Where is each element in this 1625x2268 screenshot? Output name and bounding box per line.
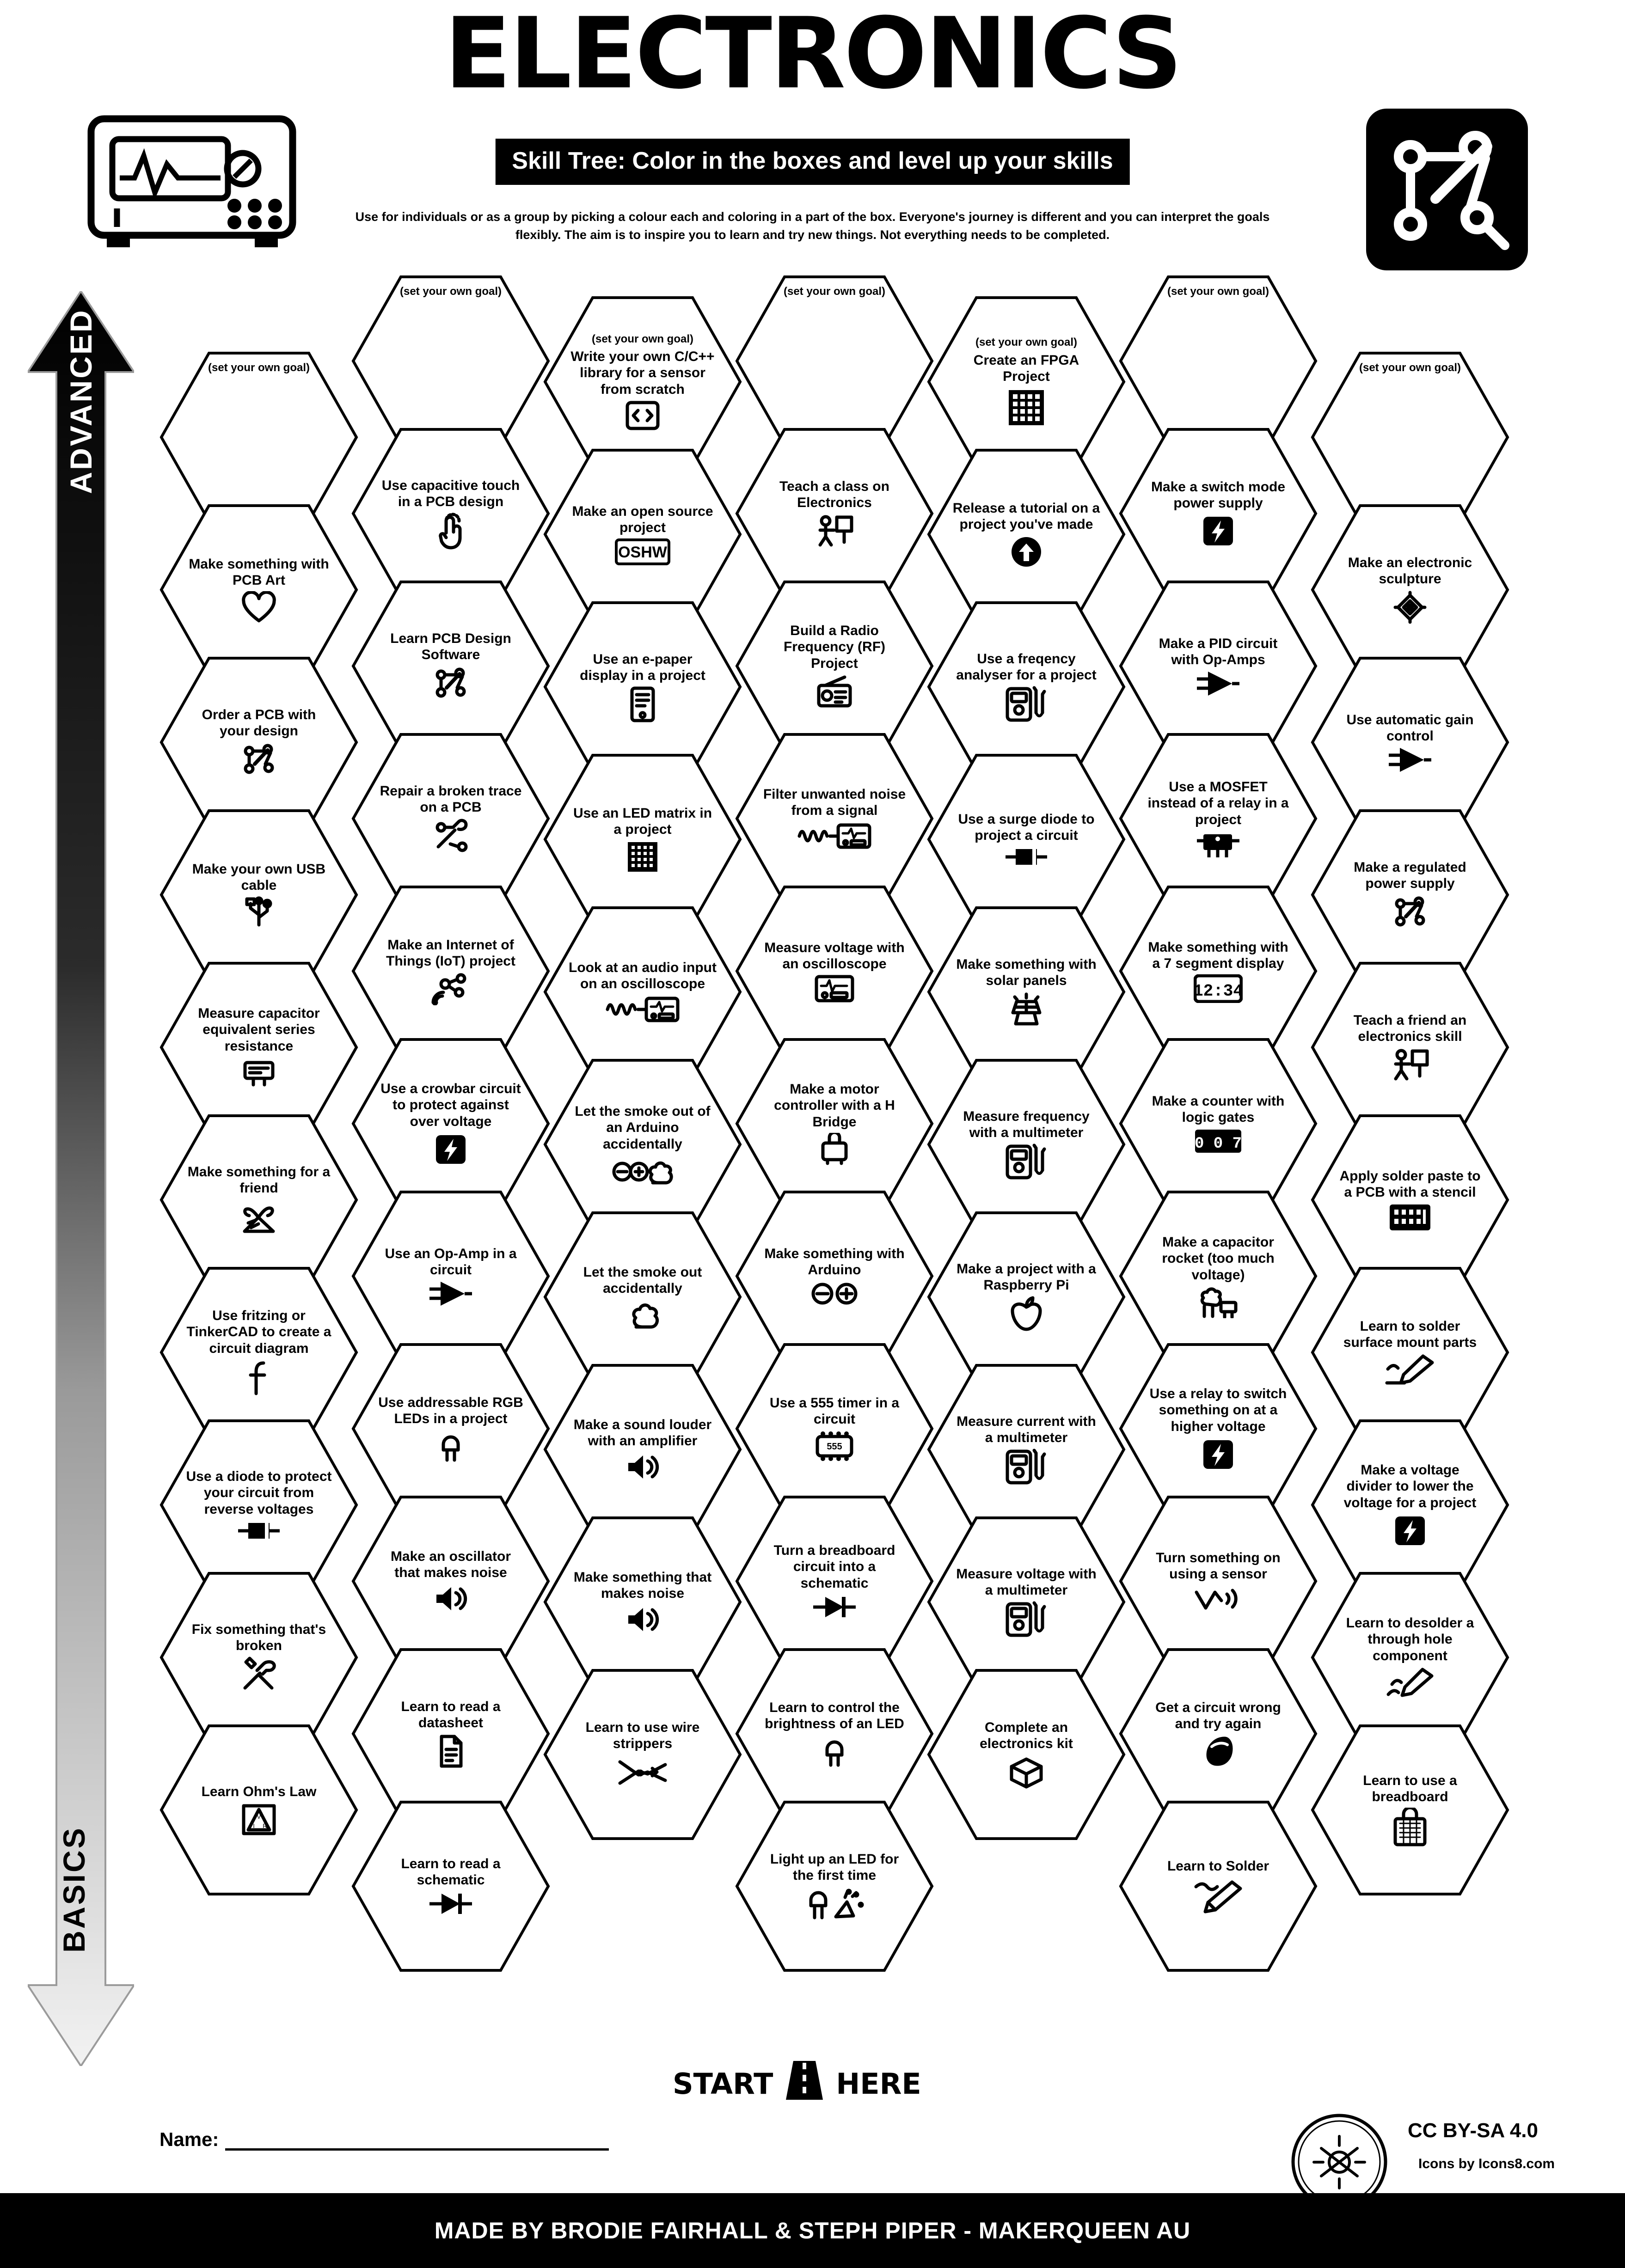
svg-text:I: I	[253, 1822, 255, 1829]
led-matrix-icon	[626, 840, 659, 874]
skill-label: Use a relay to switch something on at a higher voltage	[1149, 1386, 1287, 1434]
skill-label: Learn to read a schematic	[401, 1856, 501, 1888]
name-input[interactable]	[225, 2144, 609, 2151]
skill-label: Create an FPGA Project	[973, 352, 1079, 385]
skill-hex[interactable]	[1311, 961, 1509, 1133]
axis-label-advanced: ADVANCED	[64, 308, 98, 494]
skill-hex[interactable]	[543, 1363, 742, 1535]
skill-hex[interactable]	[351, 1038, 550, 1210]
skill-label: Make an open source project	[572, 503, 713, 535]
solar-icon	[1008, 991, 1044, 1027]
skill-hex[interactable]	[927, 1058, 1126, 1230]
skill-hex[interactable]	[1119, 1648, 1318, 1820]
skill-hex[interactable]	[351, 1800, 550, 1972]
svg-text:0 0 7: 0 0 7	[1194, 1135, 1242, 1153]
skill-label: Learn Ohm's Law	[201, 1784, 317, 1800]
skill-hex[interactable]	[1119, 1495, 1318, 1667]
skill-hex[interactable]	[735, 1495, 934, 1667]
license-label: CC BY-SA 4.0	[1408, 2119, 1539, 2142]
name-label: Name:	[159, 2128, 219, 2150]
mosfet-icon	[1196, 831, 1240, 858]
skill-hex[interactable]	[543, 296, 742, 468]
pcb-art-icon	[1392, 590, 1429, 625]
skill-hex[interactable]	[735, 1190, 934, 1362]
skill-hex[interactable]	[159, 1571, 358, 1743]
skill-hex[interactable]	[159, 1266, 358, 1438]
skill-hex[interactable]	[351, 428, 550, 599]
skill-hex[interactable]	[543, 448, 742, 620]
svg-text:12:34: 12:34	[1194, 982, 1243, 1001]
skill-hex[interactable]	[159, 809, 358, 981]
skill-label: (set your own goal)	[1167, 285, 1269, 298]
skill-hex[interactable]	[543, 601, 742, 773]
skill-label: Build a Radio Frequency (RF) Project	[783, 623, 886, 671]
skill-label: Use automatic gain control	[1346, 712, 1474, 744]
skill-label: Turn something on using a sensor	[1156, 1550, 1281, 1582]
speaker-icon	[625, 1604, 661, 1635]
stencil-icon	[1388, 1203, 1432, 1232]
skill-label: Learn to solder surface mount parts	[1343, 1318, 1477, 1350]
diode-symbol-icon	[812, 1594, 857, 1620]
raspberry-icon	[1009, 1296, 1044, 1333]
upload-icon	[1010, 535, 1043, 569]
teach-icon	[816, 514, 853, 549]
skill-hex[interactable]	[927, 296, 1126, 468]
diode-body-icon	[1005, 846, 1048, 868]
bolt-box-icon	[434, 1132, 467, 1167]
skill-label: Make an Internet of Things (IoT) project	[386, 937, 515, 969]
multimeter-icon	[1004, 1449, 1049, 1486]
start-text: START	[673, 2067, 773, 2101]
multimeter-icon	[1004, 1601, 1049, 1638]
skill-hex[interactable]	[159, 1419, 358, 1591]
skill-label: Let the smoke out of an Arduino accidentally	[575, 1103, 711, 1152]
skill-label: Make a capacitor rocket (too much voltage)	[1162, 1234, 1275, 1283]
fritzing-icon	[246, 1359, 272, 1397]
skill-label: Make a switch mode power supply	[1151, 479, 1286, 511]
skill-label: (set your own goal)	[1359, 361, 1461, 374]
skill-label: (set your own goal)	[399, 285, 502, 298]
skill-hex[interactable]	[543, 753, 742, 925]
goal-tag: (set your own goal)	[975, 336, 1077, 349]
svg-text:OSHW: OSHW	[618, 544, 667, 562]
solder-icon	[1192, 1877, 1244, 1914]
skill-label: Make a motor controller with a H Bridge	[774, 1081, 895, 1130]
skill-hex[interactable]	[1311, 1266, 1509, 1438]
skill-hex[interactable]	[1119, 1190, 1318, 1362]
skill-hex[interactable]	[927, 906, 1126, 1078]
skill-label: Make something for a friend	[187, 1164, 331, 1196]
skill-hex[interactable]	[159, 1114, 358, 1286]
skill-label: Teach a friend an electronics skill	[1353, 1012, 1467, 1044]
skill-hex[interactable]	[927, 601, 1126, 773]
skill-hex[interactable]	[543, 1669, 742, 1840]
skill-hex[interactable]	[1119, 580, 1318, 752]
skill-hex[interactable]	[927, 753, 1126, 925]
diode-symbol-icon	[429, 1891, 473, 1917]
iot-icon	[430, 972, 471, 1005]
solder-smd-icon	[1384, 1353, 1436, 1387]
skill-label: Order a PCB with your design	[202, 707, 316, 739]
counter-icon	[1194, 1128, 1243, 1154]
led-icon	[821, 1735, 848, 1768]
skill-label: Make a sound louder with an amplifier	[573, 1417, 712, 1449]
multimeter-icon	[1004, 686, 1049, 723]
skill-hex[interactable]	[735, 580, 934, 752]
skill-label: Make a PID circuit with Op-Amps	[1159, 636, 1278, 667]
skill-label: Turn a breadboard circuit into a schematic	[773, 1542, 895, 1591]
skill-label: Apply solder paste to a PCB with a stencil	[1339, 1168, 1481, 1200]
usb-icon	[239, 896, 278, 929]
axis-label-basics: BASICS	[57, 1826, 91, 1953]
skill-hex[interactable]	[351, 275, 550, 447]
skill-hex[interactable]	[735, 428, 934, 599]
smoke-icon	[626, 1299, 659, 1330]
seven-seg-icon	[1194, 974, 1243, 1003]
skill-label: Fix something that's broken	[191, 1621, 326, 1653]
goal-tag: (set your own goal)	[591, 332, 693, 345]
skill-label: Learn to use wire strippers	[585, 1719, 700, 1751]
epaper-icon	[629, 686, 656, 722]
led-icon	[437, 1430, 465, 1463]
skill-hex[interactable]	[159, 961, 358, 1133]
skill-label: Use a surge diode to project a circuit	[958, 811, 1095, 843]
document-icon	[437, 1734, 465, 1769]
skill-label: Teach a class on Electronics	[779, 478, 889, 510]
ohms-triangle-icon	[241, 1803, 277, 1836]
speaker-icon	[433, 1583, 469, 1614]
svg-text:555: 555	[827, 1442, 842, 1452]
pcb-icon	[433, 666, 469, 702]
skill-hex[interactable]	[543, 1516, 742, 1688]
page-title: ELECTRONICS	[444, 0, 1181, 110]
box-icon	[1009, 1754, 1044, 1790]
skill-hex[interactable]	[1311, 1724, 1509, 1896]
here-text: HERE	[836, 2067, 921, 2101]
name-field-row	[159, 2128, 609, 2151]
skill-hex[interactable]	[1311, 351, 1509, 523]
esr-meter-icon	[240, 1057, 277, 1089]
skill-hex[interactable]	[735, 1038, 934, 1210]
skill-label: Measure current with a multimeter	[957, 1413, 1096, 1445]
skill-hex[interactable]	[1119, 275, 1318, 447]
svg-text:V: V	[257, 1813, 261, 1820]
sensor-wave-icon	[1194, 1585, 1243, 1613]
skill-label: Learn to control the brightness of an LED	[765, 1699, 904, 1731]
bolt-box-icon	[1393, 1514, 1427, 1548]
skill-label: Make an oscillator that makes noise	[390, 1548, 511, 1580]
skill-label: Use an Op-Amp in a circuit	[385, 1246, 517, 1278]
icons-credit-label: Icons by Icons8.com	[1418, 2156, 1555, 2171]
skill-hex[interactable]	[1311, 1114, 1509, 1286]
skill-label: Learn to read a datasheet	[401, 1699, 501, 1730]
scope-small-icon	[815, 975, 854, 1003]
pcb-icon	[241, 742, 277, 778]
skill-label: Learn to desolder a through hole component	[1346, 1615, 1474, 1663]
skill-hex[interactable]	[1311, 1571, 1509, 1743]
gift-icon	[240, 1199, 278, 1236]
opamp-icon	[429, 1281, 473, 1307]
bolt-box-icon	[1202, 514, 1235, 548]
skill-hex[interactable]	[1119, 885, 1318, 1057]
skill-hex[interactable]	[351, 580, 550, 752]
skill-label: Make something that makes noise	[573, 1569, 712, 1601]
skill-label: (set your own goal)	[208, 361, 310, 374]
svg-text:R: R	[263, 1822, 267, 1829]
skill-hex[interactable]	[1119, 1800, 1318, 1972]
skill-hex[interactable]	[1119, 1343, 1318, 1515]
skill-label: Make a voltage divider to lower the voltage for a project	[1343, 1462, 1477, 1510]
skill-hex[interactable]	[1119, 733, 1318, 905]
skill-label: Make something with a 7 segment display	[1148, 939, 1288, 971]
fpga-icon	[1006, 388, 1046, 428]
skill-hex[interactable]	[927, 1669, 1126, 1840]
skill-label: Make your own USB cable	[192, 861, 326, 893]
skill-label: Measure capacitor equivalent series resistance	[198, 1005, 320, 1054]
skill-hex[interactable]	[927, 448, 1126, 620]
skill-label: Measure voltage with a multimeter	[956, 1566, 1097, 1598]
arduino-icon	[809, 1281, 860, 1307]
skill-hex[interactable]	[351, 1495, 550, 1667]
speaker-icon	[625, 1452, 661, 1482]
skill-hex[interactable]	[927, 1211, 1126, 1383]
skill-label: Let the smoke out accidentally	[583, 1264, 702, 1296]
touch-hand-icon	[434, 513, 467, 550]
road-icon	[783, 2059, 826, 2109]
skill-label: Release a tutorial on a project you've made	[952, 500, 1100, 532]
skill-hex[interactable]	[1311, 1419, 1509, 1591]
cap-rocket-icon	[1194, 1286, 1242, 1318]
skill-label: Use capacitive touch in a PCB design	[381, 477, 520, 509]
pcb-icon	[1392, 894, 1428, 930]
skill-hex[interactable]	[543, 1211, 742, 1383]
skill-label: Make something with solar panels	[956, 956, 1097, 988]
skill-label: Make a regulated power supply	[1354, 859, 1466, 891]
skill-label: Light up an LED for the first time	[770, 1851, 899, 1883]
skill-hex[interactable]	[159, 504, 358, 676]
skill-label: Make a counter with logic gates	[1152, 1093, 1285, 1125]
skill-hex[interactable]	[351, 885, 550, 1057]
strippers-icon	[617, 1754, 668, 1790]
opamp-icon	[1388, 747, 1432, 773]
code-box-icon	[625, 400, 660, 431]
skill-hex[interactable]	[735, 733, 934, 905]
skill-hex[interactable]	[159, 1724, 358, 1896]
skill-hex[interactable]	[1119, 428, 1318, 599]
skill-hex[interactable]	[1311, 504, 1509, 676]
skill-label: Measure voltage with an oscilloscope	[764, 940, 905, 972]
skill-label: Use fritzing or TinkerCAD to create a circuit diagram	[186, 1308, 331, 1356]
skill-hex[interactable]	[543, 1058, 742, 1230]
skill-hex[interactable]	[927, 1516, 1126, 1688]
skill-hex[interactable]	[735, 1343, 934, 1515]
skill-label: Use a crowbar circuit to protect against over voltage	[380, 1081, 521, 1129]
skill-label: Use an LED matrix in a project	[573, 805, 712, 837]
skill-label: Use an e-paper display in a project	[580, 651, 705, 683]
skill-hex[interactable]	[159, 656, 358, 828]
ic-555-icon	[811, 1430, 858, 1462]
radio-icon	[816, 674, 853, 709]
skill-label: Measure frequency with a multimeter	[963, 1108, 1090, 1140]
skill-hex[interactable]	[351, 733, 550, 905]
skill-label: Use a 555 timer in a circuit	[769, 1395, 900, 1427]
diode-body-icon	[237, 1520, 281, 1541]
wave-scope-icon	[797, 821, 871, 851]
arduino-smoke-icon	[610, 1155, 675, 1186]
skill-hex[interactable]	[927, 1363, 1126, 1535]
skill-hex[interactable]	[1311, 809, 1509, 981]
skill-hex[interactable]	[735, 885, 934, 1057]
skill-label: Use a diode to protect your circuit from reverse voltages	[186, 1468, 332, 1517]
skill-label: Learn PCB Design Software	[390, 630, 511, 662]
desolder-icon	[1386, 1667, 1435, 1700]
breadboard-icon	[1392, 1808, 1429, 1847]
bolt-box-icon	[1202, 1437, 1235, 1472]
skill-label: Learn to use a breadboard	[1363, 1773, 1457, 1804]
skill-hex[interactable]	[351, 1190, 550, 1362]
skill-label: Make a project with a Raspberry Pi	[957, 1261, 1096, 1293]
skill-label: Look at an audio input on an oscilloscope	[569, 960, 717, 991]
facepalm-icon	[1202, 1735, 1235, 1768]
multimeter-icon	[1004, 1143, 1049, 1180]
skill-label: Use addressable RGB LEDs in a project	[378, 1394, 523, 1426]
skill-label: Repair a broken trace on a PCB	[380, 783, 522, 815]
opamp-icon	[1196, 671, 1240, 697]
skill-label: Complete an electronics kit	[980, 1719, 1073, 1751]
skill-label: Make something with PCB Art	[189, 556, 329, 588]
skill-hex[interactable]	[159, 351, 358, 523]
skill-hex[interactable]	[735, 1800, 934, 1972]
skill-hex[interactable]	[735, 275, 934, 447]
tools-icon	[239, 1657, 278, 1693]
skill-label: Make an electronic sculpture	[1348, 555, 1472, 587]
skill-label: Write your own C/C++ library for a sensor from scratch	[570, 349, 715, 397]
motor-icon	[818, 1133, 851, 1166]
wave-scope-icon	[606, 995, 680, 1024]
skill-label: Filter unwanted noise from a signal	[763, 786, 906, 818]
skill-label: Get a circuit wrong and try again	[1155, 1699, 1281, 1731]
skill-label: Learn to Solder	[1167, 1858, 1269, 1874]
skill-hex[interactable]	[351, 1343, 550, 1515]
start-here-label	[673, 2059, 921, 2109]
teach-icon	[1391, 1047, 1429, 1082]
skill-label: (set your own goal)	[783, 285, 885, 298]
skill-hex[interactable]	[543, 906, 742, 1078]
skill-label: Make something with Arduino	[764, 1246, 905, 1278]
skill-hex[interactable]	[1311, 656, 1509, 828]
subtitle-banner: Skill Tree: Color in the boxes and level up your skills	[495, 139, 1129, 185]
skill-hex[interactable]	[1119, 1038, 1318, 1210]
heart-icon	[241, 591, 277, 624]
skill-label: Use a freqency analyser for a project	[956, 651, 1097, 683]
repair-pcb-icon	[432, 818, 470, 854]
skill-hex[interactable]	[735, 1648, 934, 1820]
skill-label: Use a MOSFET instead of a relay in a project	[1147, 779, 1289, 827]
oshw-icon	[615, 538, 670, 565]
intro-blurb: Use for individuals or as a group by picking a colour each and coloring in a part of the box. Everyone's journey is different and you can interpret the goals flexibly. The aim is to inspire you to learn and try new things. Not everything needs to be completed.	[355, 210, 1270, 242]
led-party-icon	[804, 1886, 865, 1921]
credit-bar: MADE BY BRODIE FAIRHALL & STEPH PIPER - MAKERQUEEN AU	[0, 2193, 1625, 2268]
skill-hex[interactable]	[351, 1648, 550, 1820]
